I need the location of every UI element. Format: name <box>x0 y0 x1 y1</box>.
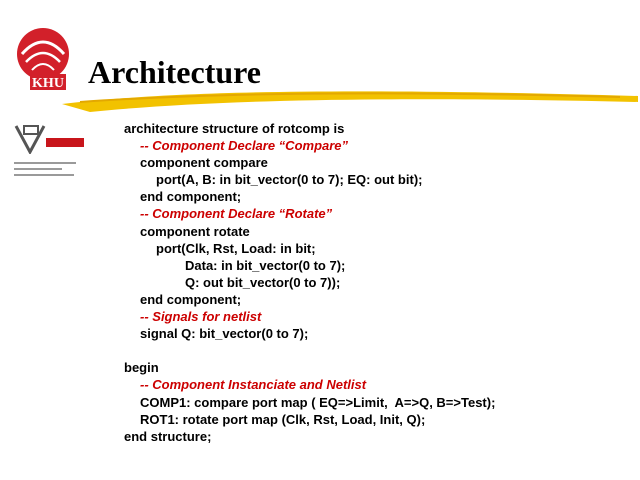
lab-caption-line <box>14 174 74 176</box>
code-comment-line: -- Component Instanciate and Netlist <box>140 377 367 393</box>
code-line: Data: in bit_vector(0 to 7); <box>185 257 346 273</box>
code-line: end component; <box>140 189 242 205</box>
lab-logo <box>12 124 82 182</box>
code-line: port(Clk, Rst, Load: in bit; <box>156 240 316 256</box>
code-comment-line: -- Component Declare “Compare” <box>140 138 349 154</box>
lab-caption-line <box>14 168 62 170</box>
lab-mark-icon <box>14 124 48 154</box>
code-line: end component; <box>140 291 242 307</box>
slide-title: Architecture <box>88 54 261 90</box>
vhdl-code-block <box>124 120 495 445</box>
lab-badge <box>46 138 84 147</box>
code-line: COMP1: compare port map ( EQ=>Limit, A=>Q, B=>Test); <box>140 394 496 410</box>
code-line: Q: out bit_vector(0 to 7)); <box>185 274 341 290</box>
code-line: architecture structure of rotcomp is <box>124 121 345 136</box>
code-line <box>124 342 495 359</box>
code-line: signal Q: bit_vector(0 to 7); <box>140 326 309 342</box>
code-line: component compare <box>140 155 268 171</box>
code-comment-line: -- Component Declare “Rotate” <box>140 206 333 222</box>
code-line: ROT1: rotate port map (Clk, Rst, Load, Init, Q); <box>140 411 426 427</box>
code-line: end structure; <box>124 428 212 444</box>
code-comment-line: -- Signals for netlist <box>140 309 262 325</box>
lab-caption-line <box>14 162 76 164</box>
title-underline-brush <box>60 86 640 116</box>
code-line: begin <box>124 360 159 376</box>
code-line: component rotate <box>140 223 250 239</box>
code-line: port(A, B: in bit_vector(0 to 7); EQ: out bit); <box>156 172 423 188</box>
khu-logo-text: KHU <box>32 76 64 91</box>
